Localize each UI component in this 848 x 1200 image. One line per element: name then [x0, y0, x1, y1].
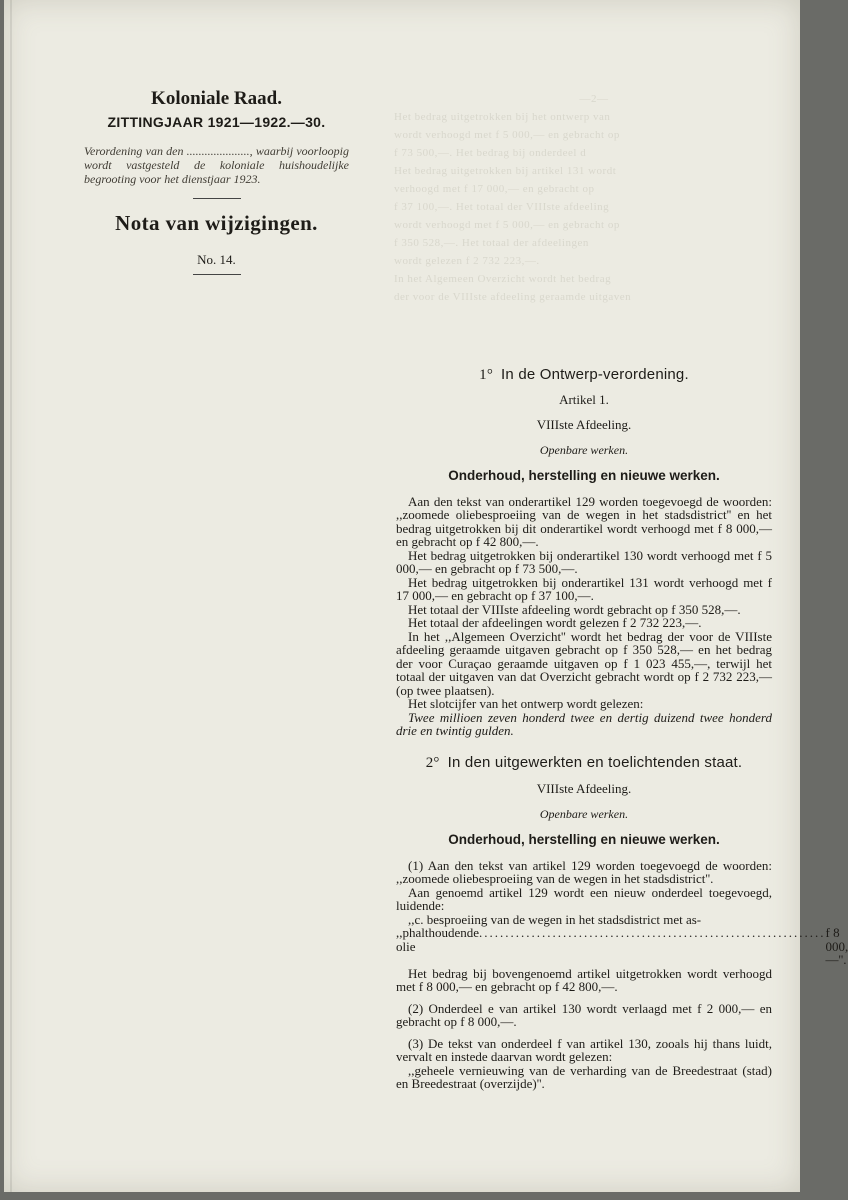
- document-page: [4, 0, 848, 1192]
- bleed-line: f 73 500,—. Het bedrag bij onderdeel d: [394, 147, 587, 159]
- session-year: ZITTINGJAAR 1921—1922.—30.: [107, 114, 326, 130]
- section-1-heading: [396, 368, 772, 383]
- subheading: Openbare werken.: [539, 806, 629, 821]
- regulation-title: Verordening van den ....................., waarbij voorloopig wordt vastgesteld de koloniale huishoudelijke begrooting voor het dienstjaar 1923.: [84, 144, 349, 186]
- divider: [193, 198, 241, 199]
- paragraph: Aan den tekst van onderartikel 129 worden toegevoegd de woorden: ,,zoomede oliebesproeiing van de wegen in het stadsdistrict'' en het bedrag uitgetrokken bij dit onderartikel wordt verhoogd met f 8 000,— en gebracht op f 42 800,—.: [396, 493, 772, 549]
- article-label: Artikel 1.: [559, 391, 609, 407]
- paragraph: Aan genoemd artikel 129 wordt een nieuw onderdeel toegevoegd, luidende:: [396, 884, 772, 913]
- bleed-line: In het Algemeen Overzicht wordt het bedrag: [394, 273, 612, 285]
- paragraph: Het bedrag uitgetrokken bij onderartikel 131 wordt verhoogd met f 17 000,— en gebracht op f 37 100,—.: [396, 574, 772, 603]
- closing-amount-text: Twee millioen zeven honderd twee en dertig duizend twee honderd drie en twintig gulden.: [396, 709, 772, 738]
- paragraph: Het slotcijfer van het ontwerp wordt gelezen:: [408, 696, 644, 711]
- council-title: Koloniale Raad.: [151, 88, 282, 109]
- section-ordinal: 2°: [425, 754, 440, 771]
- fold-line: [10, 0, 12, 1192]
- subheading: Openbare werken.: [539, 442, 629, 457]
- bold-heading: Onderhoud, herstelling en nieuwe werken.: [448, 468, 720, 483]
- bleed-through-text: [394, 90, 794, 330]
- bleed-line: —2—: [579, 93, 609, 105]
- amount-line: [396, 925, 848, 967]
- bleed-line: f 350 528,—. Het totaal der afdeelingen: [394, 237, 589, 249]
- bleed-line: der voor de VIIIste afdeeling geraamde uitgaven: [394, 291, 632, 303]
- paragraph: Het totaal der afdeelingen wordt gelezen f 2 732 223,—.: [408, 615, 702, 630]
- bleed-line: f 37 100,—. Het totaal der VIIIste afdeeling: [394, 201, 610, 213]
- bold-heading: Onderhoud, herstelling en nieuwe werken.: [448, 832, 720, 847]
- paragraph: (1) Aan den tekst van artikel 129 worden toegevoegd de woorden: ,,zoomede oliebesproeiing van de wegen in het stadsdistrict''.: [396, 857, 772, 886]
- paragraph: ,,geheele vernieuwing van de verharding van de Breedestraat (stad) en Breedestraat (overzijde)''.: [396, 1062, 772, 1091]
- section-heading-text: In de Ontwerp-verordening.: [501, 366, 689, 383]
- paragraph: In het ,,Algemeen Overzicht'' wordt het bedrag der voor de VIIIste afdeeling geraamde uitgaven gebracht op f 350 528,— en het bedrag der voor Curaçao geraamde uitgaven op f 1 023 455,—, terwijl het totaal der uitgaven van dat Overzicht gebracht wordt op f 2 732 223,— (op twee plaatsen).: [396, 628, 772, 698]
- document-number: No. 14.: [197, 252, 236, 267]
- divider: [193, 274, 241, 275]
- nota-title: Nota van wijzigingen.: [115, 211, 318, 235]
- paragraph: (3) De tekst van onderdeel f van artikel 130, zooals hij thans luidt, vervalt en instede daarvan wordt gelezen:: [396, 1035, 772, 1064]
- paragraph: Het bedrag uitgetrokken bij onderartikel 130 wordt verhoogd met f 5 000,— en gebracht op f 73 500,—.: [396, 547, 772, 576]
- bleed-line: verhoogd met f 17 000,— en gebracht op: [394, 183, 595, 195]
- dot-leader: ..................................................................: [479, 925, 826, 940]
- amount-line-value: f 8 000,—''.: [825, 925, 848, 967]
- amendments-body: [396, 366, 848, 1091]
- paragraph: Het totaal der VIIIste afdeeling wordt gebracht op f 350 528,—.: [408, 601, 741, 617]
- division-label: VIIIste Afdeeling.: [536, 781, 632, 796]
- bleed-line: Het bedrag uitgetrokken bij artikel 131 wordt: [394, 165, 617, 177]
- amount-line-label: ,,phalthoudende olie: [396, 925, 480, 954]
- paragraph: Het bedrag bij bovengenoemd artikel uitgetrokken wordt verhoogd met f 8 000,— en gebracht op f 42 800,—.: [396, 965, 772, 994]
- section-2-heading: [396, 753, 772, 771]
- section-heading-text: In den uitgewerkten en toelichtenden staat.: [447, 753, 743, 771]
- division-label: VIIIste Afdeeling.: [536, 417, 632, 432]
- paragraph: ,,c. besproeiing van de wegen in het stadsdistrict met as-: [408, 911, 702, 927]
- bleed-line: Het bedrag uitgetrokken bij het ontwerp van: [394, 111, 611, 123]
- header-block: [84, 88, 349, 285]
- bleed-line: wordt gelezen f 2 732 223,—.: [394, 255, 540, 267]
- bleed-line: wordt verhoogd met f 5 000,— en gebracht op: [394, 219, 620, 231]
- bleed-line: wordt verhoogd met f 5 000,— en gebracht op: [394, 129, 620, 141]
- section-ordinal: 1°: [479, 367, 494, 383]
- paragraph: (2) Onderdeel e van artikel 130 wordt verlaagd met f 2 000,— en gebracht op f 8 000,—.: [396, 1000, 772, 1029]
